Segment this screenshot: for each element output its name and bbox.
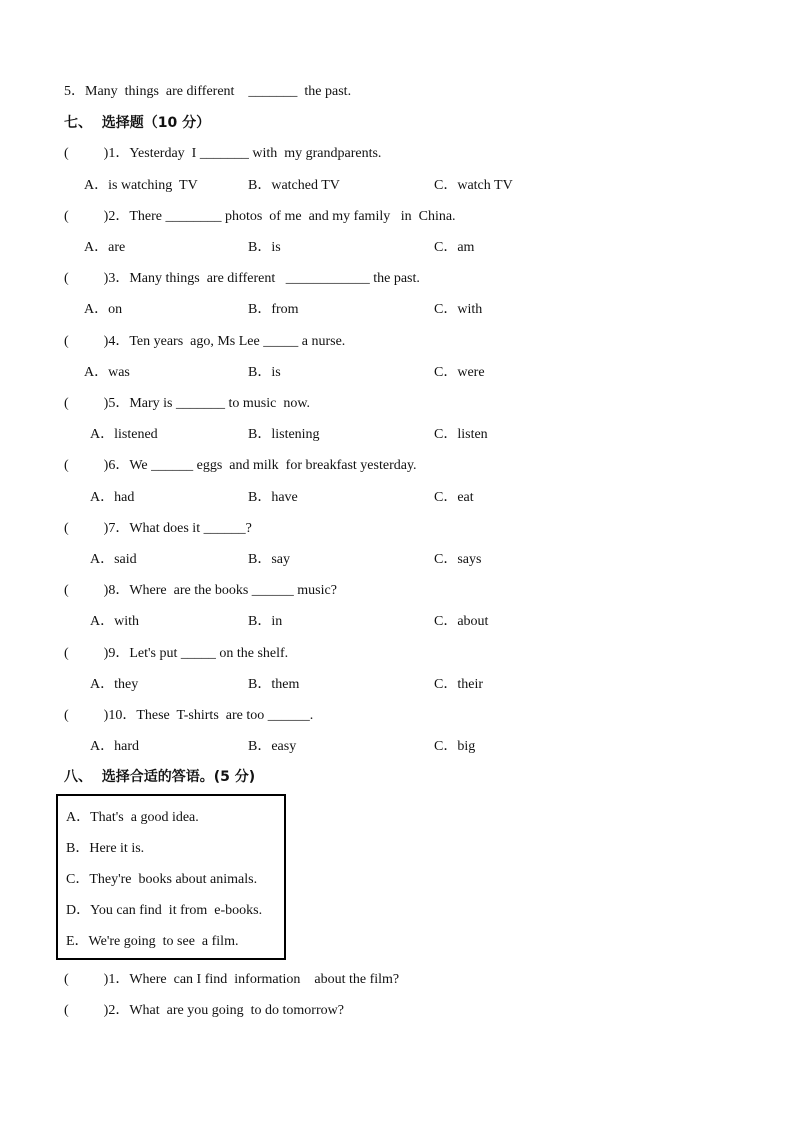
section-8-question-2: ( )2．What are you going to do tomorrow?	[64, 1003, 344, 1018]
option-a: A．hard	[90, 739, 139, 754]
option-c: C．listen	[434, 427, 488, 442]
option-b: B．from	[248, 302, 299, 317]
option-a: A．is watching TV	[84, 178, 198, 193]
choice-e: E．We're going to see a film.	[66, 934, 239, 949]
choice-c: C．They're books about animals.	[66, 872, 258, 887]
question-text: ( )1．Yesterday I _______ with my grandparents.	[64, 146, 382, 161]
option-c: C．about	[434, 614, 489, 629]
question-text: ( )6．We ______ eggs and milk for breakfast yesterday.	[64, 458, 417, 473]
option-b: B．have	[248, 490, 298, 505]
option-b: B．say	[248, 552, 290, 567]
question-text: ( )4．Ten years ago, Ms Lee _____ a nurse.	[64, 334, 346, 349]
option-a: A．said	[90, 552, 137, 567]
answer-choices-box	[56, 794, 286, 960]
option-a: A．with	[90, 614, 139, 629]
choice-b: B．Here it is.	[66, 841, 145, 856]
option-b: B．in	[248, 614, 283, 629]
option-b: B．easy	[248, 739, 297, 754]
option-b: B．watched TV	[248, 178, 340, 193]
question-text: ( )2．There ________ photos of me and my family in China.	[64, 209, 456, 224]
option-c: C．watch TV	[434, 178, 513, 193]
option-b: B．listening	[248, 427, 320, 442]
option-b: B．is	[248, 365, 281, 380]
option-a: A．had	[90, 490, 135, 505]
question-text: ( )7．What does it ______?	[64, 521, 252, 536]
option-c: C．big	[434, 739, 476, 754]
option-a: A．on	[84, 302, 123, 317]
option-c: C．with	[434, 302, 483, 317]
question-text: ( )9．Let's put _____ on the shelf.	[64, 646, 289, 661]
option-b: B．is	[248, 240, 281, 255]
choice-d: D．You can find it from e-books.	[66, 903, 263, 918]
question-text: ( )3．Many things are different ____________ the past.	[64, 271, 420, 286]
section-8-title: 八、 选择合适的答语。(5 分)	[64, 769, 256, 785]
question-text: ( )10．These T-shirts are too ______.	[64, 708, 314, 723]
section-7-title: 七、 选择题（10 分）	[64, 115, 211, 131]
section-8-question-1: ( )1．Where can I find information about the film?	[64, 972, 400, 987]
option-a: A．listened	[90, 427, 158, 442]
option-b: B．them	[248, 677, 300, 692]
option-a: A．they	[90, 677, 139, 692]
intro-item: 5．Many things are different _______ the past.	[64, 84, 352, 99]
option-a: A．are	[84, 240, 126, 255]
option-c: C．were	[434, 365, 485, 380]
option-c: C．says	[434, 552, 482, 567]
option-a: A．was	[84, 365, 130, 380]
question-text: ( )5．Mary is _______ to music now.	[64, 396, 311, 411]
option-c: C．am	[434, 240, 475, 255]
option-c: C．their	[434, 677, 483, 692]
question-text: ( )8．Where are the books ______ music?	[64, 583, 337, 598]
choice-a: A．That's a good idea.	[66, 810, 199, 825]
option-c: C．eat	[434, 490, 474, 505]
